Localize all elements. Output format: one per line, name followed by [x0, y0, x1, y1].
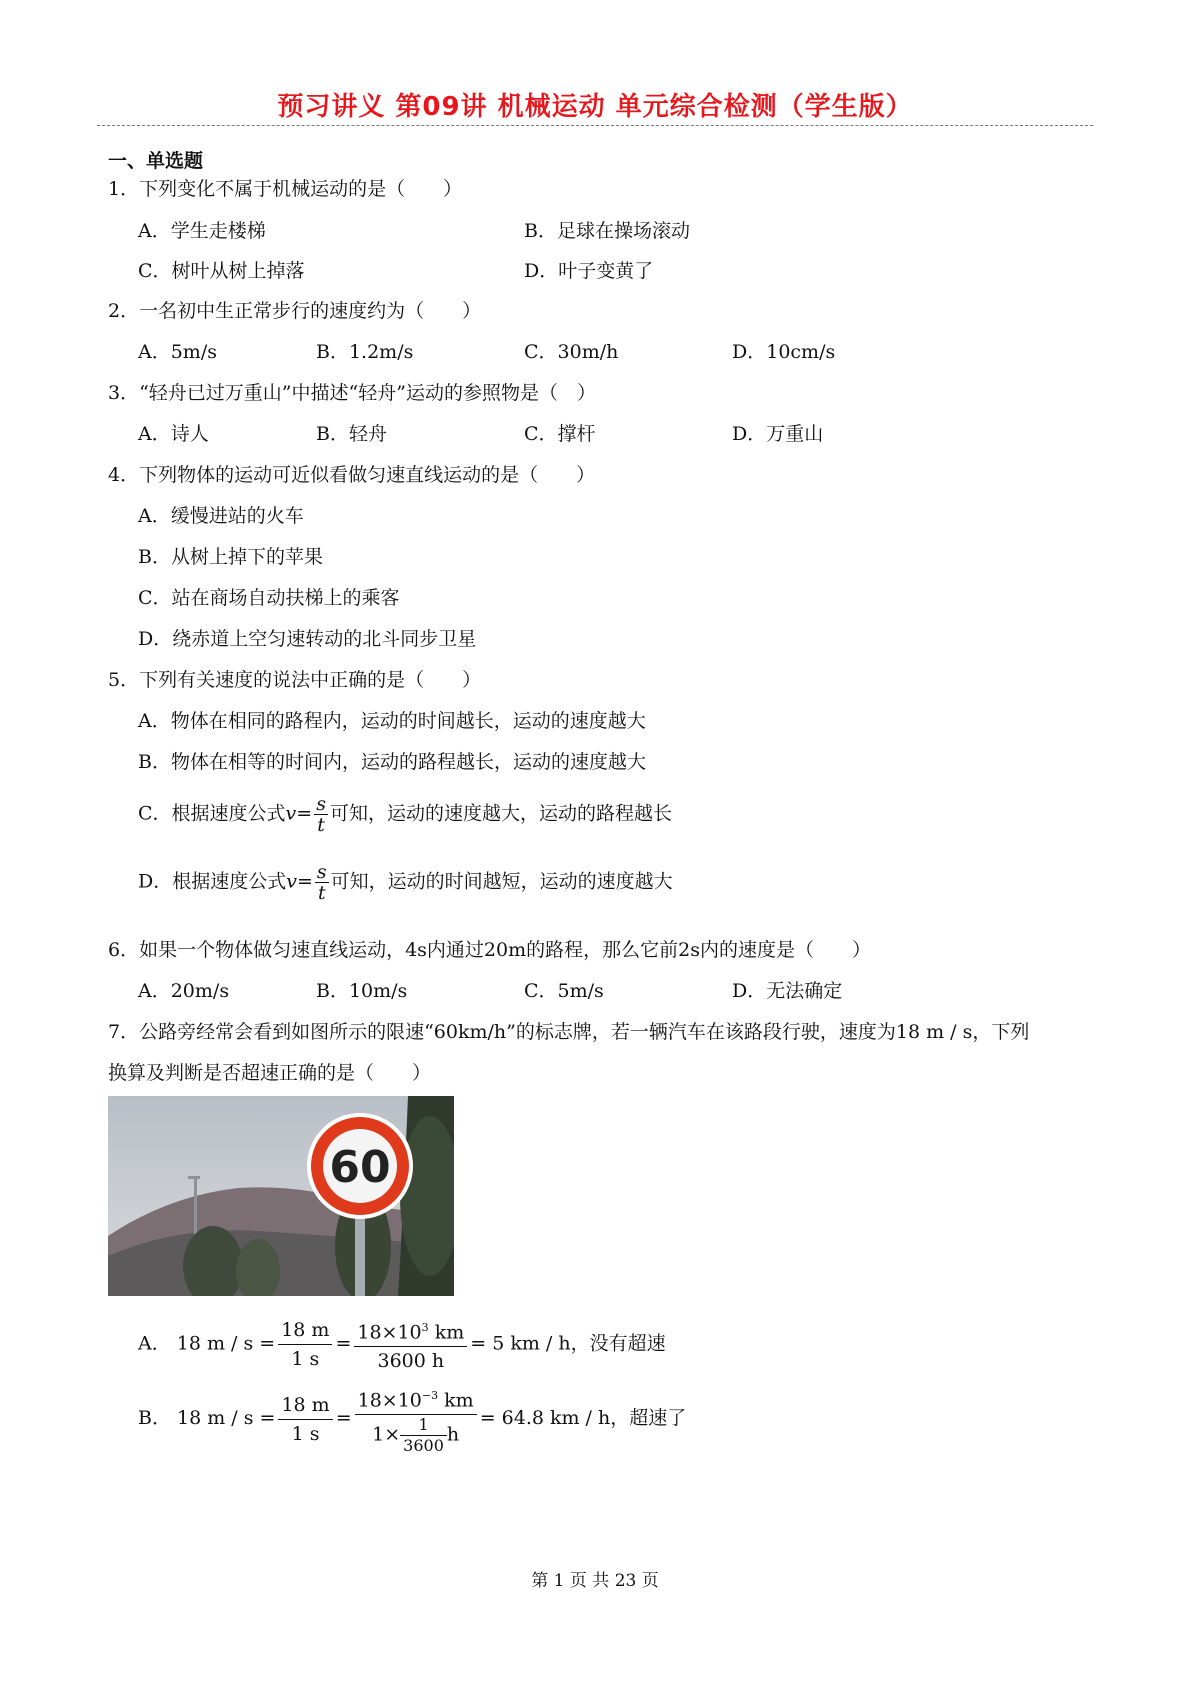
q4-option-c: C．站在商场自动扶梯上的乘客 — [138, 587, 400, 609]
question-2-stem: 2．一名初中生正常步行的速度约为（ ） — [108, 300, 482, 322]
fraction-denominator — [355, 1415, 477, 1456]
numerator-base: 18×10 — [357, 1321, 422, 1344]
fraction-numerator — [355, 1382, 477, 1415]
fraction-numerator: s — [316, 793, 326, 815]
q7-b-fraction-2 — [355, 1382, 477, 1456]
question-3-stem: 3．“轻舟已过万重山”中描述“轻舟”运动的参照物是（ ） — [108, 382, 596, 404]
q1-option-b: B．足球在操场滚动 — [524, 220, 690, 242]
fraction-numerator: 18 m — [278, 1316, 332, 1345]
q1-option-d: D．叶子变黄了 — [524, 260, 654, 282]
fraction-denominator: t — [317, 814, 325, 836]
velocity-symbol: v — [285, 802, 297, 825]
q7-b-result: = 64.8 km / h — [479, 1407, 611, 1430]
speed-limit-sign-photo — [108, 1096, 454, 1296]
q5-option-c-suffix: 可知，运动的速度越大，运动的路程越长 — [329, 802, 672, 825]
question-4-stem: 4．下列物体的运动可近似看做匀速直线运动的是（ ） — [108, 464, 596, 486]
q5-option-d — [138, 862, 673, 903]
page-title: 预习讲义 第09讲 机械运动 单元综合检测（学生版） — [277, 92, 913, 122]
q7-option-a: A． 18 m / s = $\frac{18 m}{1 s}$ = $\frac{18\times 10^3 km}{3600 h}$ = 5 km / h，没有超速 — [138, 1314, 666, 1375]
q3-option-b: B．轻舟 — [316, 423, 387, 445]
equals-sign: = — [296, 870, 313, 893]
question-5-stem: 5．下列有关速度的说法中正确的是（ ） — [108, 669, 482, 691]
fraction-numerator: s — [316, 861, 327, 883]
q7-a-fraction-2 — [354, 1314, 467, 1375]
nested-fraction — [400, 1415, 447, 1456]
q5-option-b: B．物体在相等的时间内，运动的路程越长，运动的速度越大 — [138, 751, 646, 773]
q5-option-a: A．物体在相同的路程内，运动的时间越长，运动的速度越大 — [138, 710, 646, 732]
equals-sign: = — [296, 802, 313, 825]
q6-option-b: B．10m/s — [316, 980, 408, 1002]
fraction-denominator: 3600 h — [377, 1350, 445, 1373]
nested-numerator: 1 — [400, 1415, 447, 1436]
denominator-prefix: 1× — [372, 1423, 401, 1446]
q5-option-c — [138, 794, 672, 835]
fraction-denominator: 1 s — [291, 1422, 320, 1445]
q7-b-lhs: 18 m / s = — [177, 1407, 276, 1430]
title-divider — [97, 125, 1093, 126]
q2-option-c: C．30m/h — [524, 341, 619, 363]
q6-option-c: C．5m/s — [524, 980, 604, 1002]
q6-option-d: D．无法确定 — [732, 980, 843, 1002]
q4-option-a: A．缓慢进站的火车 — [138, 505, 304, 527]
question-1-stem: 1．下列变化不属于机械运动的是（ ） — [108, 178, 463, 200]
q1-option-a: A．学生走楼梯 — [138, 220, 266, 242]
page-footer: 第 1 页 共 23 页 — [531, 1571, 659, 1591]
q3-option-d: D．万重山 — [732, 423, 824, 445]
q7-option-b: B． 18 m / s = $\frac{18 m}{1 s}$ = $18\times 10^{-3}$ km 1× $\frac{1}{3600}$ h = 64.8 km / h，超速了 — [138, 1382, 686, 1456]
numerator-base: 18×10 — [357, 1389, 422, 1412]
denominator-unit: h — [446, 1423, 460, 1446]
q3-option-a: A．诗人 — [138, 423, 209, 445]
numerator-exponent: 3 — [421, 1321, 429, 1334]
q2-option-b: B．1.2m/s — [316, 341, 414, 363]
speed-formula-fraction — [315, 862, 329, 903]
question-6-stem: 6．如果一个物体做匀速直线运动，4s内通过20m的路程，那么它前2s内的速度是（ ） — [108, 939, 871, 961]
q7-a-lhs: 18 m / s = — [176, 1332, 276, 1355]
q4-option-d: D．绕赤道上空匀速转动的北斗同步卫星 — [138, 628, 477, 650]
q7-a-verdict: ，没有超速 — [570, 1332, 666, 1355]
q7-a-fraction-1 — [278, 1316, 332, 1373]
sign-speed-value: 60 — [329, 1142, 391, 1193]
q5-option-d-suffix: 可知，运动的时间越短，运动的速度越大 — [330, 870, 673, 893]
speed-formula-fraction — [314, 794, 328, 835]
nested-denominator: 3600 — [403, 1436, 444, 1456]
q7-b-label: B． — [138, 1407, 171, 1430]
question-7-stem-line1: 7．公路旁经常会看到如图所示的限速“60km/h”的标志牌，若一辆汽车在该路段行驶，速度为18 m / s，下列 — [108, 1021, 1030, 1043]
q7-a-result: = 5 km / h — [470, 1332, 571, 1355]
question-7-stem-line2: 换算及判断是否超速正确的是（ ） — [108, 1062, 432, 1084]
q2-option-a: A．5m/s — [138, 341, 217, 363]
q1-option-c: C．树叶从树上掉落 — [138, 260, 305, 282]
numerator-exponent: −3 — [421, 1389, 439, 1402]
q7-b-fraction-1 — [278, 1391, 332, 1448]
q2-option-d: D．10cm/s — [732, 341, 836, 363]
q7-b-verdict: ，超速了 — [610, 1407, 687, 1430]
velocity-symbol: v — [286, 870, 297, 893]
section-heading: 一、单选题 — [108, 150, 204, 172]
fraction-denominator: t — [317, 882, 326, 904]
fraction-denominator: 1 s — [291, 1348, 320, 1371]
numerator-unit: km — [428, 1321, 465, 1344]
numerator-unit: km — [438, 1389, 474, 1412]
fraction-numerator: 18 m — [278, 1391, 332, 1420]
q5-option-c-prefix: C．根据速度公式 — [138, 802, 286, 825]
q6-option-a: A．20m/s — [138, 980, 230, 1002]
q4-option-b: B．从树上掉下的苹果 — [138, 546, 323, 568]
q5-option-d-prefix: D．根据速度公式 — [138, 870, 287, 893]
q3-option-c: C．撑杆 — [524, 423, 596, 445]
fraction-numerator — [354, 1314, 467, 1347]
q7-a-label: A． — [138, 1332, 171, 1355]
